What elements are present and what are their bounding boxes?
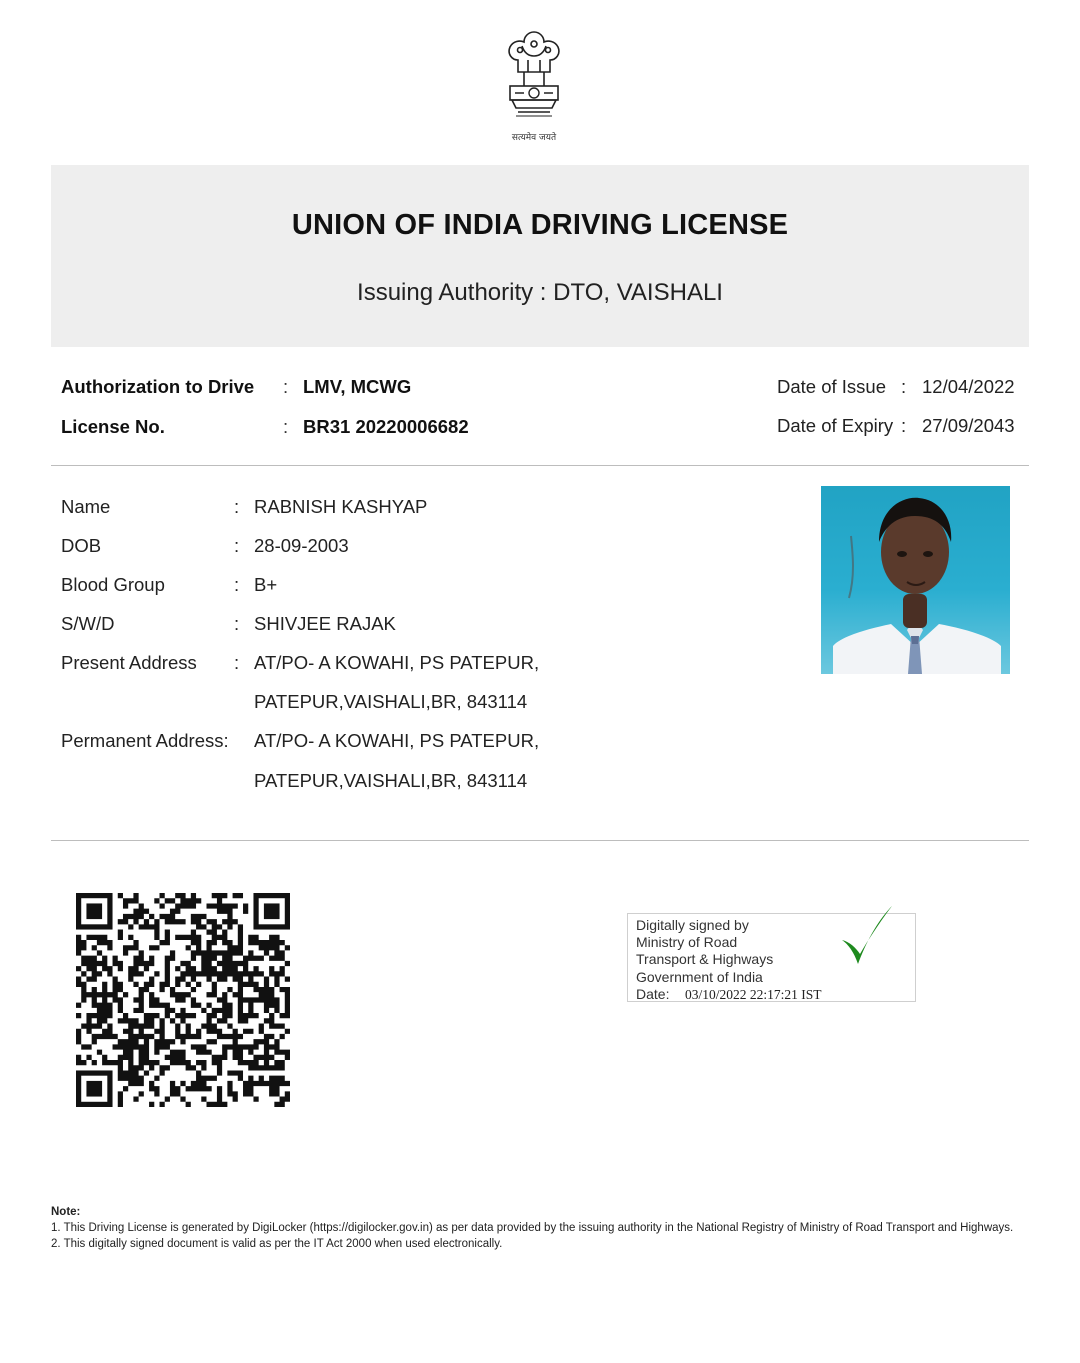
license-no-colon: :	[283, 416, 289, 437]
date-of-expiry-label: Date of Expiry	[777, 415, 894, 436]
header-band	[51, 165, 1029, 347]
divider	[51, 840, 1029, 841]
dob-value: 28-09-2003	[254, 535, 349, 556]
license-no-label: License No.	[61, 416, 165, 437]
emblem-motto: सत्यमेव जयते	[511, 133, 557, 143]
holder-photo	[821, 486, 1010, 674]
date-of-issue-colon: :	[901, 376, 907, 397]
swd-colon: :	[234, 613, 240, 634]
footnote	[51, 1204, 1031, 1252]
license-no-value: BR31 20220006682	[303, 416, 469, 437]
swd-value: SHIVJEE RAJAK	[254, 613, 396, 634]
name-colon: :	[234, 496, 240, 517]
name-label: Name	[61, 496, 111, 517]
blood-group-colon: :	[234, 574, 240, 595]
date-of-expiry-value: 27/09/2043	[922, 415, 1015, 436]
signature-date-label: Date:	[636, 986, 670, 1002]
signature-date-row	[636, 986, 822, 1003]
present-address-colon: :	[234, 652, 240, 673]
present-address-label: Present Address	[61, 652, 197, 673]
dob-label: DOB	[61, 535, 102, 556]
checkmark-icon	[838, 902, 894, 972]
authorization-label: Authorization to Drive	[61, 376, 255, 397]
digital-signature-box	[627, 913, 916, 1002]
note-item-2: 2. This digitally signed document is valid as per the IT Act 2000 when used electronically.	[51, 1238, 503, 1250]
blood-group-value: B+	[254, 574, 278, 595]
ashoka-emblem-icon	[498, 28, 570, 132]
present-address-line1: AT/PO- A KOWAHI, PS PATEPUR,	[254, 652, 540, 673]
signature-line-1: Digitally signed by	[636, 917, 749, 933]
note-title: Note:	[51, 1206, 81, 1218]
national-emblem	[498, 28, 570, 146]
signature-line-3: Transport & Highways	[636, 951, 774, 967]
note-item-1: 1. This Driving License is generated by DigiLocker (https://digilocker.gov.in) as per data provided by the issuing authority in the National Registry of Ministry of Road Transport and Highways.	[51, 1222, 1014, 1234]
date-of-issue-label: Date of Issue	[777, 376, 887, 397]
document-title: UNION OF INDIA DRIVING LICENSE	[291, 209, 789, 241]
issuing-authority: Issuing Authority : DTO, VAISHALI	[357, 279, 723, 306]
signature-date-value: 03/10/2022 22:17:21 IST	[685, 987, 822, 1002]
permanent-address-label: Permanent Address:	[61, 730, 229, 751]
name-value: RABNISH KASHYAP	[254, 496, 428, 517]
permanent-address-line1: AT/PO- A KOWAHI, PS PATEPUR,	[254, 730, 540, 751]
dob-colon: :	[234, 535, 240, 556]
blood-group-label: Blood Group	[61, 574, 165, 595]
swd-label: S/W/D	[61, 613, 115, 634]
authorization-value: LMV, MCWG	[303, 376, 412, 397]
permanent-address-line2: PATEPUR,VAISHALI,BR, 843114	[254, 770, 528, 791]
qr-code	[76, 893, 290, 1107]
divider	[51, 465, 1029, 466]
signature-line-2: Ministry of Road	[636, 934, 738, 950]
signature-line-4: Government of India	[636, 969, 763, 985]
present-address-line2: PATEPUR,VAISHALI,BR, 843114	[254, 691, 528, 712]
authorization-colon: :	[283, 376, 289, 397]
date-of-issue-value: 12/04/2022	[922, 376, 1015, 397]
date-of-expiry-colon: :	[901, 415, 907, 436]
